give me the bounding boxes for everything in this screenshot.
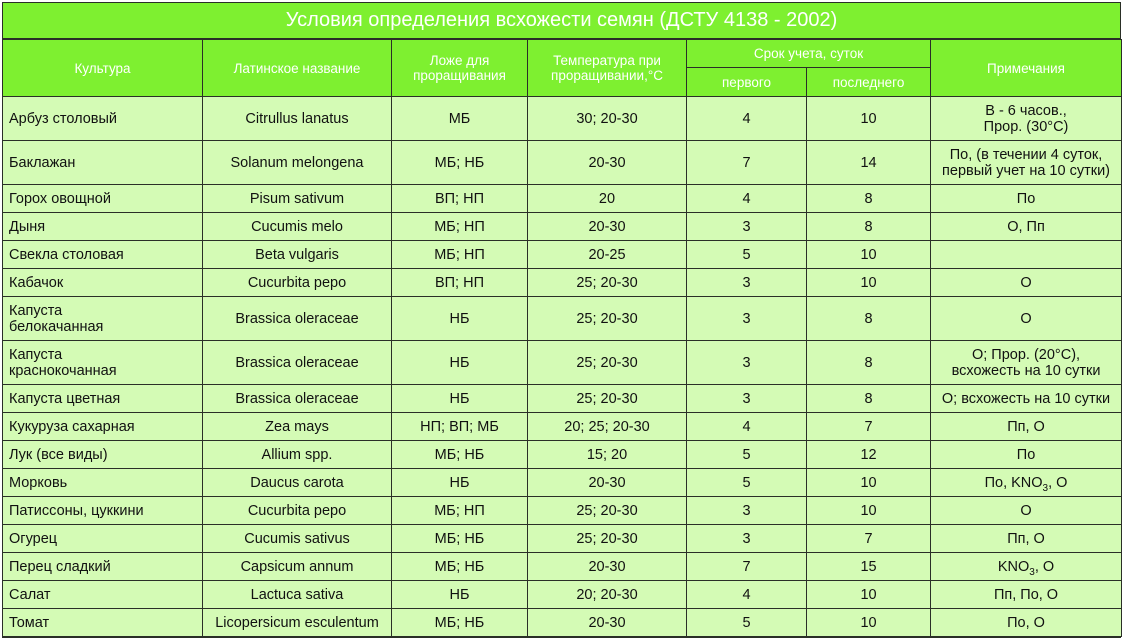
notes-line: , О: [1048, 474, 1068, 491]
notes-line: По: [1016, 446, 1036, 463]
cell-last: 10: [807, 469, 931, 497]
notes-line: О: [1020, 274, 1032, 291]
notes-line: KNO: [997, 558, 1030, 575]
cell-latin: Beta vulgaris: [203, 241, 392, 269]
cell-latin: Lactuca sativa: [203, 581, 392, 609]
table-row: [3, 141, 1122, 185]
cell-notes: [931, 525, 1122, 553]
cell-last: 8: [807, 385, 931, 413]
notes-line: По, KNO: [984, 474, 1043, 491]
cell-latin: Cucurbita pepo: [203, 269, 392, 297]
crop-line: Капуста цветная: [9, 390, 121, 407]
cell-crop: [3, 441, 203, 469]
cell-temp: 25; 20-30: [528, 525, 687, 553]
cell-last: 10: [807, 497, 931, 525]
crop-line: Баклажан: [9, 154, 76, 171]
cell-notes: [931, 269, 1122, 297]
header-latin: Латинское название: [203, 40, 392, 97]
cell-notes: [931, 241, 1122, 269]
notes-line: О; всхожесть на 10 сутки: [941, 390, 1111, 407]
cell-first: 3: [687, 213, 807, 241]
cell-last: 8: [807, 213, 931, 241]
cell-notes: [931, 385, 1122, 413]
notes-line: О; Прор. (20°С),: [971, 346, 1081, 363]
cell-first: 5: [687, 441, 807, 469]
cell-notes: [931, 413, 1122, 441]
header-first: первого: [687, 68, 807, 97]
cell-last: 12: [807, 441, 931, 469]
header-bed-line-2: проращивания: [413, 68, 506, 83]
cell-crop: [3, 609, 203, 637]
notes-subscript: 3: [1042, 482, 1049, 494]
cell-bed: МБ: [392, 97, 528, 141]
cell-crop: [3, 297, 203, 341]
cell-crop: [3, 497, 203, 525]
cell-bed: ВП; НП: [392, 269, 528, 297]
notes-line: всхожесть на 10 сутки: [951, 362, 1101, 379]
table-row: [3, 269, 1122, 297]
cell-latin: Brassica oleraceae: [203, 385, 392, 413]
cell-crop: [3, 469, 203, 497]
cell-latin: Capsicum annum: [203, 553, 392, 581]
cell-crop: [3, 97, 203, 141]
cell-bed: НБ: [392, 297, 528, 341]
notes-line: первый учет на 10 сутки): [942, 162, 1110, 179]
header-period: Срок учета, суток: [687, 40, 931, 68]
crop-line: Арбуз столовый: [9, 110, 118, 127]
cell-first: 4: [687, 97, 807, 141]
cell-latin: Cucumis melo: [203, 213, 392, 241]
cell-first: 5: [687, 241, 807, 269]
notes-line: По: [1016, 190, 1036, 207]
cell-notes: [931, 581, 1122, 609]
header-bed: [392, 40, 528, 97]
cell-first: 5: [687, 609, 807, 637]
cell-notes: [931, 441, 1122, 469]
cell-latin: Allium spp.: [203, 441, 392, 469]
cell-crop: [3, 581, 203, 609]
cell-crop: [3, 141, 203, 185]
cell-latin: Solanum melongena: [203, 141, 392, 185]
cell-notes: [931, 609, 1122, 637]
crop-line: Морковь: [9, 474, 68, 491]
cell-notes: [931, 469, 1122, 497]
notes-line: В - 6 часов.,: [985, 102, 1067, 119]
cell-bed: НБ: [392, 581, 528, 609]
cell-last: 8: [807, 297, 931, 341]
notes-line: Пп, По, О: [993, 586, 1059, 603]
cell-temp: 20-30: [528, 469, 687, 497]
cell-temp: 20: [528, 185, 687, 213]
header-last: последнего: [807, 68, 931, 97]
cell-bed: МБ; НБ: [392, 441, 528, 469]
header-bed-line-1: Ложе для: [429, 53, 490, 68]
notes-line: По, (в течении 4 суток,: [949, 146, 1103, 163]
cell-bed: МБ; НБ: [392, 141, 528, 185]
cell-first: 5: [687, 469, 807, 497]
cell-first: 4: [687, 185, 807, 213]
cell-last: 10: [807, 269, 931, 297]
cell-first: 7: [687, 553, 807, 581]
cell-last: 10: [807, 609, 931, 637]
cell-temp: 25; 20-30: [528, 385, 687, 413]
table-row: [3, 241, 1122, 269]
table-row: [3, 581, 1122, 609]
cell-last: 15: [807, 553, 931, 581]
crop-line: Капуста: [9, 346, 63, 363]
cell-latin: Zea mays: [203, 413, 392, 441]
cell-temp: 20; 20-30: [528, 581, 687, 609]
crop-line: Капуста: [9, 302, 63, 319]
crop-line: краснокочанная: [9, 362, 117, 379]
header-notes: Примечания: [931, 40, 1122, 97]
cell-temp: 30; 20-30: [528, 97, 687, 141]
cell-latin: Cucumis sativus: [203, 525, 392, 553]
table-row: [3, 97, 1122, 141]
cell-first: 3: [687, 385, 807, 413]
cell-latin: Citrullus lanatus: [203, 97, 392, 141]
cell-latin: Brassica oleraceae: [203, 341, 392, 385]
crop-line: Лук (все виды): [9, 446, 108, 463]
cell-bed: МБ; НБ: [392, 553, 528, 581]
table-row: [3, 213, 1122, 241]
notes-line: О, Пп: [1007, 218, 1045, 235]
crop-line: Томат: [9, 614, 50, 631]
cell-notes: [931, 297, 1122, 341]
cell-first: 7: [687, 141, 807, 185]
header-crop: Культура: [3, 40, 203, 97]
cell-bed: НБ: [392, 341, 528, 385]
cell-bed: МБ; НП: [392, 241, 528, 269]
notes-line: По, О: [1007, 614, 1045, 631]
cell-crop: [3, 241, 203, 269]
notes-line: О: [1020, 502, 1032, 519]
cell-temp: 25; 20-30: [528, 297, 687, 341]
cell-temp: 25; 20-30: [528, 497, 687, 525]
cell-crop: [3, 341, 203, 385]
cell-crop: [3, 553, 203, 581]
crop-line: Кабачок: [9, 274, 64, 291]
cell-first: 4: [687, 413, 807, 441]
crop-line: белокачанная: [9, 318, 104, 335]
cell-temp: 20-30: [528, 141, 687, 185]
cell-temp: 20-30: [528, 553, 687, 581]
cell-first: 3: [687, 297, 807, 341]
table-row: [3, 497, 1122, 525]
cell-latin: Pisum sativum: [203, 185, 392, 213]
cell-temp: 20-30: [528, 609, 687, 637]
cell-last: 7: [807, 525, 931, 553]
header-temp-line-1: Температура при: [553, 53, 661, 68]
crop-line: Патиссоны, цуккини: [9, 502, 144, 519]
notes-subscript: 3: [1029, 566, 1035, 578]
cell-crop: [3, 525, 203, 553]
table-row: [3, 525, 1122, 553]
cell-temp: 20-30: [528, 213, 687, 241]
table-row: [3, 553, 1122, 581]
germination-table: [2, 39, 1122, 637]
cell-last: 7: [807, 413, 931, 441]
cell-temp: 15; 20: [528, 441, 687, 469]
cell-bed: МБ; НБ: [392, 525, 528, 553]
header-temp-line-2: проращивании,°С: [551, 68, 663, 83]
table-row: [3, 609, 1122, 637]
crop-line: Перец сладкий: [9, 558, 111, 575]
crop-line: Кукуруза сахарная: [9, 418, 135, 435]
cell-first: 3: [687, 525, 807, 553]
cell-first: 3: [687, 269, 807, 297]
table-title: Условия определения всхожести семян (ДСТУ 4138 - 2002): [3, 3, 1120, 38]
notes-line: Пп, О: [1007, 530, 1045, 547]
table-row: [3, 385, 1122, 413]
cell-last: 10: [807, 97, 931, 141]
cell-temp: 25; 20-30: [528, 341, 687, 385]
cell-crop: [3, 385, 203, 413]
cell-temp: 25; 20-30: [528, 269, 687, 297]
cell-notes: [931, 497, 1122, 525]
cell-latin: Cucurbita pepo: [203, 497, 392, 525]
cell-last: 10: [807, 241, 931, 269]
cell-first: 3: [687, 497, 807, 525]
cell-crop: [3, 185, 203, 213]
header-temp: [528, 40, 687, 97]
table-body: [3, 97, 1122, 637]
table-row: [3, 469, 1122, 497]
cell-temp: 20; 25; 20-30: [528, 413, 687, 441]
crop-line: Салат: [9, 586, 51, 603]
seed-germination-table-panel: [2, 2, 1121, 638]
table-row: [3, 341, 1122, 385]
table-row: [3, 185, 1122, 213]
notes-line: Прор. (30°С): [983, 118, 1069, 135]
notes-line: , О: [1034, 558, 1055, 575]
cell-latin: Brassica oleraceae: [203, 297, 392, 341]
notes-line: О: [1020, 310, 1032, 327]
cell-last: 14: [807, 141, 931, 185]
cell-first: 3: [687, 341, 807, 385]
cell-notes: [931, 185, 1122, 213]
cell-last: 10: [807, 581, 931, 609]
cell-bed: НБ: [392, 469, 528, 497]
header-row-1: [3, 40, 1122, 68]
cell-notes: [931, 341, 1122, 385]
cell-bed: МБ; НП: [392, 213, 528, 241]
cell-latin: Licopersicum esculentum: [203, 609, 392, 637]
table-row: [3, 297, 1122, 341]
cell-bed: ВП; НП: [392, 185, 528, 213]
cell-notes: [931, 553, 1122, 581]
cell-notes: [931, 97, 1122, 141]
crop-line: Огурец: [9, 530, 58, 547]
cell-notes: [931, 213, 1122, 241]
crop-line: Свекла столовая: [9, 246, 124, 263]
table-row: [3, 413, 1122, 441]
cell-bed: МБ; НБ: [392, 609, 528, 637]
crop-line: Горох овощной: [9, 190, 111, 207]
table-row: [3, 441, 1122, 469]
cell-crop: [3, 213, 203, 241]
cell-crop: [3, 413, 203, 441]
cell-temp: 20-25: [528, 241, 687, 269]
notes-line: Пп, О: [1007, 418, 1045, 435]
cell-crop: [3, 269, 203, 297]
cell-last: 8: [807, 185, 931, 213]
crop-line: Дыня: [9, 218, 46, 235]
cell-notes: [931, 141, 1122, 185]
cell-latin: Daucus carota: [203, 469, 392, 497]
cell-first: 4: [687, 581, 807, 609]
cell-bed: НП; ВП; МБ: [392, 413, 528, 441]
cell-last: 8: [807, 341, 931, 385]
cell-bed: МБ; НП: [392, 497, 528, 525]
cell-bed: НБ: [392, 385, 528, 413]
